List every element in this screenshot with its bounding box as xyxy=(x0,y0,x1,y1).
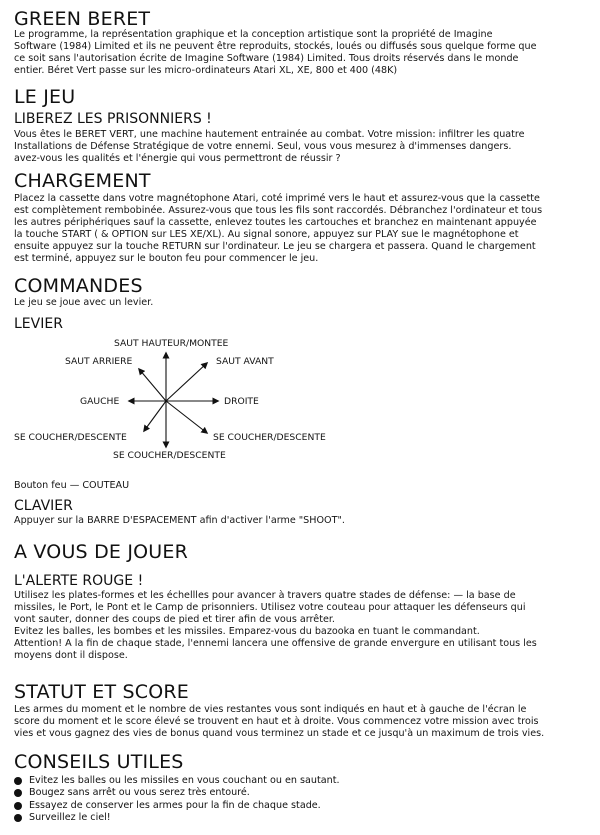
list-item-text: Essayez de conserver les armes pour la fin de chaque stade. xyxy=(29,799,321,811)
text-line: entier. Béret Vert passe sur les micro-ordinateurs Atari XL, XE, 800 et 400 (48K) xyxy=(14,65,398,76)
text-line: moyens dont il dispose. xyxy=(14,650,128,661)
text-line: Les armes du moment et le nombre de vies restantes vous sont indiqués en haut et à gauche de l'écran le xyxy=(14,704,527,715)
text-line: Software (1984) Limited et ils ne peuvent être reproduits, stockés, loués ou diffusés sous quelque forme que xyxy=(14,41,537,52)
label-up: SAUT HAUTEUR/MONTEE xyxy=(114,338,229,349)
bullet-icon xyxy=(14,789,22,797)
label-right: DROITE xyxy=(224,396,259,407)
subtitle-alerte-rouge: L'ALERTE ROUGE ! xyxy=(14,573,144,589)
text-line: la touche START ( & OPTION sur LES XE/XL). Au signal sonore, appuyez sur PLAY sue le magnétophone et xyxy=(14,229,519,240)
fire-button-text: Bouton feu — COUTEAU xyxy=(14,480,130,491)
text-line: Utilisez les plates-formes et les échellles pour avancer à travers quatre stades de défense: — la base de xyxy=(14,590,516,601)
text-line: Vous êtes le BERET VERT, une machine hautement entrainée au combat. Votre mission: infiltrer les quatre xyxy=(14,129,525,140)
copyright-paragraph xyxy=(14,29,536,77)
subtitle-liberez: LIBEREZ LES PRISONNIERS ! xyxy=(14,111,212,127)
text-line: les autres périphériques sauf la cassette, enlevez toutes les cartouches et branchez en maintenant appuyée xyxy=(14,217,537,228)
text-line: ce soit sans l'autorisation écrite de Imagine Software (1984) Limited. Tous droits réservés dans le monde xyxy=(14,53,519,64)
label-down-right: SE COUCHER/DESCENTE xyxy=(213,432,326,443)
label-left: GAUCHE xyxy=(80,396,120,407)
subtitle-levier: LEVIER xyxy=(14,316,63,332)
conseils-list xyxy=(14,775,340,825)
list-item xyxy=(14,800,340,812)
list-item-text: Surveillez le ciel! xyxy=(29,812,111,824)
joystick-diagram xyxy=(14,333,374,468)
label-down-left: SE COUCHER/DESCENTE xyxy=(14,432,127,443)
arrow-down-right xyxy=(166,401,207,433)
list-item xyxy=(14,787,340,799)
list-item xyxy=(14,812,340,824)
list-item-text: Evitez les balles ou les missiles en vous couchant ou en sautant. xyxy=(29,775,340,786)
text-line: vont sauter, donner des coups de pied et tirer afin de vous arrêter. xyxy=(14,614,335,625)
label-up-right: SAUT AVANT xyxy=(216,356,274,367)
subtitle-clavier: CLAVIER xyxy=(14,498,73,514)
bullet-icon xyxy=(14,802,22,810)
label-down: SE COUCHER/DESCENTE xyxy=(113,450,226,461)
title-conseils-utiles: CONSEILS UTILES xyxy=(14,751,184,773)
arrow-up-left xyxy=(139,369,166,401)
a-vous-paragraph xyxy=(14,590,537,662)
commandes-intro: Le jeu se joue avec un levier. xyxy=(14,297,154,308)
text-line: ensuite appuyez sur la touche RETURN sur l'ordinateur. Le jeu se chargera et passera. Quand le chargement xyxy=(14,241,536,252)
text-line: score du moment et le score élevé se trouvent en haut et à droite. Vous commencez votre mission avec trois xyxy=(14,716,539,727)
text-line: Placez la cassette dans votre magnétophone Atari, coté imprimé vers le haut et assurez-vous que la cassette xyxy=(14,193,540,204)
title-le-jeu: LE JEU xyxy=(14,86,76,108)
chargement-paragraph xyxy=(14,193,542,265)
text-line: est terminé, appuyez sur le bouton feu pour commencer le jeu. xyxy=(14,253,319,264)
bullet-icon xyxy=(14,814,22,822)
text-line: Evitez les balles, les bombes et les missiles. Emparez-vous du bazooka en tuant le commandant. xyxy=(14,626,480,637)
clavier-text: Appuyer sur la BARRE D'ESPACEMENT afin d'activer l'arme "SHOOT". xyxy=(14,515,345,526)
text-line: Le programme, la représentation graphique et la conception artistique sont la propriété de Imagine xyxy=(14,29,493,40)
title-chargement: CHARGEMENT xyxy=(14,170,151,192)
text-line: est complètement rembobinée. Assurez-vous que tous les fils sont raccordés. Débranchez l'ordinateur et tous xyxy=(14,205,543,216)
arrow-down-left xyxy=(144,401,166,431)
text-line: Installations de Défense Stratégique de votre ennemi. Seul, vous vous mesurez à d'immenses dangers. xyxy=(14,141,512,152)
title-commandes: COMMANDES xyxy=(14,275,143,297)
title-statut-et-score: STATUT ET SCORE xyxy=(14,681,190,703)
title-green-beret: GREEN BERET xyxy=(14,8,151,30)
joystick-arrows xyxy=(14,333,374,468)
label-up-left: SAUT ARRIERE xyxy=(65,356,133,367)
le-jeu-paragraph xyxy=(14,129,525,165)
text-line: avez-vous les qualités et l'énergie qui vous permettront de réussir ? xyxy=(14,153,341,164)
text-line: missiles, le Port, le Pont et le Camp de prisonniers. Utilisez votre couteau pour attaquer les défenseurs qui xyxy=(14,602,526,613)
bullet-icon xyxy=(14,777,22,785)
text-line: Attention! A la fin de chaque stade, l'ennemi lancera une offensive de grande envergure en utilisant tous les xyxy=(14,638,537,649)
arrow-up-right xyxy=(166,363,207,401)
list-item xyxy=(14,775,340,787)
statut-paragraph xyxy=(14,704,544,740)
title-a-vous-de-jouer: A VOUS DE JOUER xyxy=(14,541,189,563)
list-item-text: Bougez sans arrêt ou vous serez très entouré. xyxy=(29,787,250,799)
text-line: vies et vous gagnez des vies de bonus quand vous terminez un stade et ce jusqu'à un maximum de trois vies. xyxy=(14,728,545,739)
